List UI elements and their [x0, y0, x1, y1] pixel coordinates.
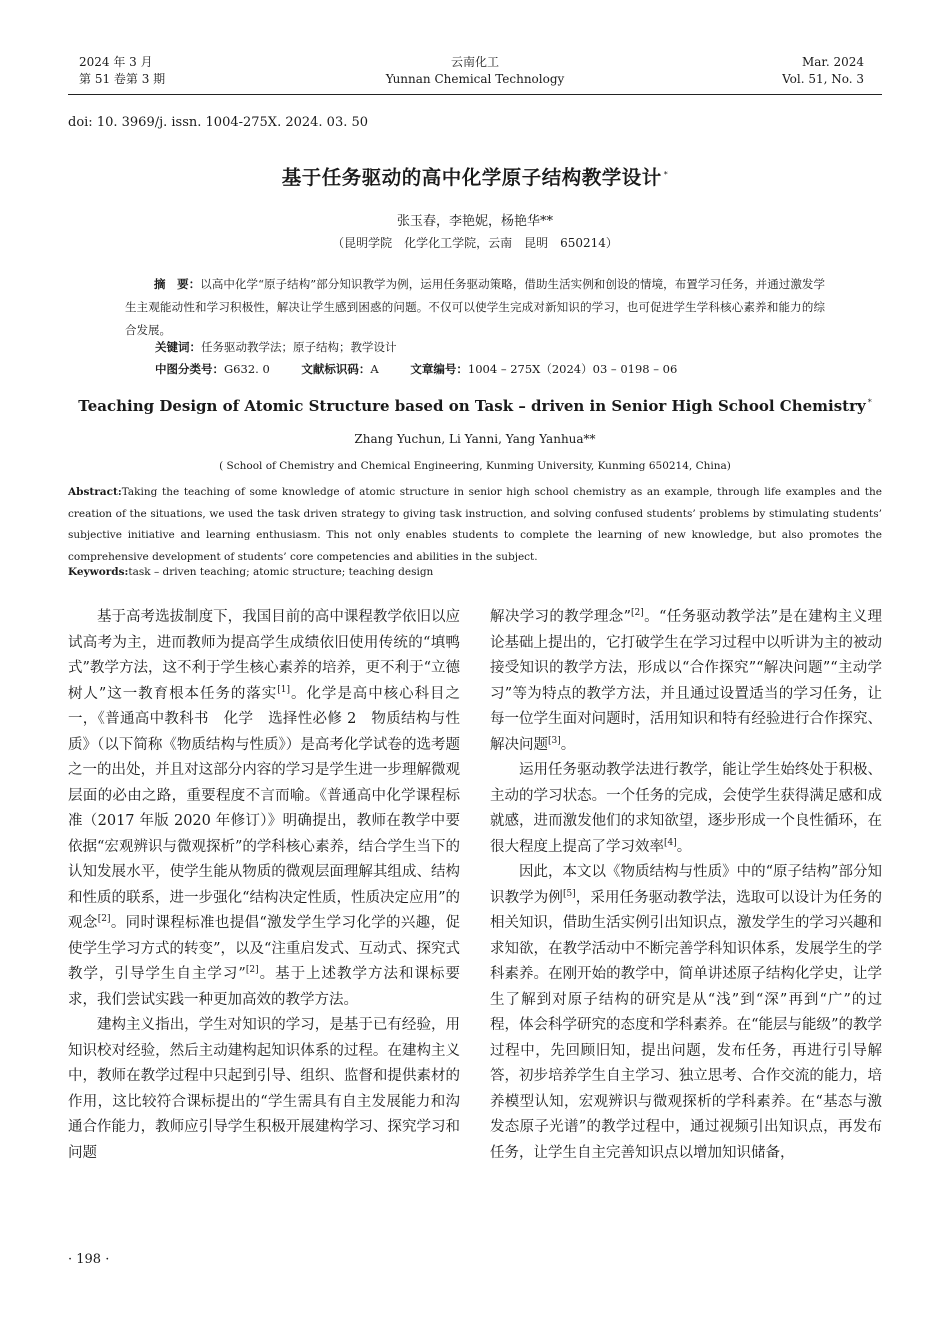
english-authors: Zhang Yuchun, Li Yanni, Yang Yanhua** [354, 432, 596, 446]
body-text: 。 [560, 736, 576, 753]
body-paragraph [68, 1013, 460, 1166]
body-text: 基于高考选拔制度下，我国目前的高中课程教学依旧以应试高考为主，进而教师为提高学生成绩依旧使用传统的“填鸭式”教学方法，这不利于学生核心素养的培养，更不利于“立德树人”这一教育根本任务的落实 [68, 609, 460, 702]
body-text: 。“任务驱动教学法”是在建构主义理论基础上提出的，它打破学生在学习过程中以听讲为主的被动接受知识的教学方法，形成以“合作探究”“解决问题”“主动学习”等为特点的教学方法，并且通过设置适当的学习任务，让每一位学生面对问题时，活用知识和特有经验进行合作探究、解决问题 [490, 609, 882, 753]
english-keywords-text: task – driven teaching; atomic structure; teaching design [128, 566, 434, 578]
english-affiliation: ( School of Chemistry and Chemical Engineering, Kunming University, Kunming 650214, China) [219, 460, 731, 472]
english-title [0, 397, 950, 415]
english-abstract [68, 482, 882, 568]
authors: 张玉春，李艳妮，杨艳华** [396, 214, 553, 229]
body-right-column [490, 605, 882, 1166]
citation: [4] [664, 837, 677, 848]
body-text: 解决学习的教学理念” [490, 609, 632, 625]
body-text: 建构主义指出，学生对知识的学习，是基于已有经验，用知识校对经验，然后主动建构起知识体系的过程。在建构主义中，教师在教学过程中只起到引导、组织、监督和提供素材的作用，这比较符合课标提出的“学生需具有自主发展能力和沟通合作能力，教师应引导学生积极开展建构学习、探究学习和问题 [68, 1017, 460, 1161]
citation: [2] [97, 914, 111, 925]
abstract-cn-paragraph [125, 273, 825, 342]
english-title-mark: * [867, 398, 872, 407]
journal-name-cn: 云南化工 [450, 55, 499, 69]
body-text: 。基于上述教学方法和课标要求，我们尝试实践一种更加高效的教学方法。 [68, 966, 460, 1008]
header-volume-en: Vol. 51, No. 3 [782, 72, 864, 86]
english-keywords [68, 566, 882, 578]
abstract-cn-text: 以高中化学“原子结构”部分知识教学为例，运用任务驱动策略，借助生活实例和创设的情境，布置学习任务，并通过激发学生主观能动性和学习积极性，解决让学生感到困惑的问题。不仅可以使学生完成对新知识的学习，也可促进学生学科核心素养和能力的综合发展。 [125, 277, 825, 337]
body-text: 运用任务驱动教学法进行教学，能让学生始终处于积极、主动的学习状态。一个任务的完成，会使学生获得满足感和成就感，进而激发他们的求知欲望，逐步形成一个良性循环，在很大程度上提高了学习效率 [490, 762, 882, 855]
body-text: 。 [676, 838, 692, 855]
article-no-label: 文章编号： [410, 362, 468, 376]
keywords-cn: 任务驱动教学法；原子结构；教学设计 [201, 340, 397, 354]
english-keywords-label: Keywords: [68, 566, 129, 578]
citation: [2] [245, 965, 259, 976]
keywords-cn-row [155, 339, 397, 355]
citation: [2] [631, 608, 644, 619]
title-footnote-mark: * [663, 169, 669, 179]
header-right [782, 54, 864, 88]
doi: doi: 10. 3969/j. issn. 1004-275X. 2024. 03. 50 [68, 115, 369, 130]
body-left-column [68, 605, 460, 1166]
header-divider [68, 94, 882, 95]
abstract-cn-label: 摘 要： [154, 277, 201, 291]
citation: [5] [562, 888, 576, 899]
keywords-cn-label: 关键词： [155, 340, 201, 354]
body-text: ，采用任务驱动教学法，选取可以设计为任务的相关知识，借助生活实例引出知识点，激发学生的学习兴趣和求知欲，在教学活动中不断完善学科知识体系，发展学生的学科素养。在刚开始的教学中，简单讲述原子结构化学史，让学生了解到对原子结构的研究是从“浅”到“深”再到“广”的过程，体会科学研究的态度和学科素养。在“能层与能级”的教学过程中，先回顾旧知，提出问题，发布任务，再进行引导解答，初步培养学生自主学习、独立思考、合作交流的能力，培养模型认知，宏观辨识与微观探析的学科素养。在“基态与激发态原子光谱”的教学过程中，通过视频引出知识点，再发布任务，让学生自主完善知识点以增加知识储备， [490, 889, 883, 1161]
body-paragraph [490, 605, 882, 758]
page-number: · 198 · [68, 1252, 110, 1267]
clc-label: 中图分类号： [155, 362, 224, 376]
body-paragraph [68, 605, 460, 1013]
header-date-en: Mar. 2024 [801, 55, 864, 69]
body-text: 。同时课程标准也提倡“激发学生学习化学的兴趣，促使学生学习方式的转变”，以及“注重启发式、互动式、探究式教学，引导学生自主学习” [68, 915, 460, 982]
clc-value: G632. 0 [224, 362, 270, 376]
citation: [3] [548, 735, 561, 746]
body-paragraph [490, 860, 882, 1166]
header-volume-cn: 第 51 卷第 3 期 [79, 72, 166, 86]
header-date-cn: 2024 年 3 月 [79, 55, 153, 69]
english-abstract-label: Abstract: [68, 486, 122, 498]
affiliation: （昆明学院 化学化工学院，云南 昆明 650214） [332, 236, 618, 250]
english-title-text: Teaching Design of Atomic Structure based on Task – driven in Senior High School Chemistry [78, 397, 866, 415]
doc-code-label: 文献标识码： [301, 362, 371, 376]
citation: [1] [277, 684, 291, 695]
english-abstract-text: Taking the teaching of some knowledge of atomic structure in senior high school chemistry as an example, through life examples and the creation of the situations, we used the task driven strategy to giving task instruction, and solving confused students’ problems by stimulating students’ subjective initiative and learning enthusiasm. This not only enables students to complete the learning of new knowledge, but also promotes the comprehensive development of students’ core competencies and abilities in the subject. [68, 486, 882, 563]
paper-title [0, 162, 950, 190]
doc-code-value: A [370, 362, 379, 376]
body-paragraph [490, 758, 882, 860]
abstract-cn [125, 273, 825, 342]
classification-row [155, 361, 677, 377]
body-text: 。化学是高中核心科目之一，《普通高中教科书 化学 选择性必修 2 物质结构与性质》（以下简称《物质结构与性质》）是高考化学试卷的选考题之一的出处，并且对这部分内容的学习是学生进一步理解微观层面的必由之路，重要程度不言而喻。《普通高中化学课程标准（2017 年版 2020 年修订）》明确提出，教师在教学中要依据“宏观辨识与微观探析”的学科核心素养，结合学生当下的认知发展水平，使学生能从物质的微观层面理解其组成、结构和性质的联系，进一步强化“结构决定性质，性质决定应用”的观念 [68, 685, 460, 931]
body-text: 因此，本文以《物质结构与性质》中的“原子结构”部分知识教学为例 [490, 864, 882, 906]
journal-name-en: Yunnan Chemical Technology [385, 72, 565, 86]
article-no-value: 1004 – 275X（2024）03 – 0198 – 06 [467, 362, 678, 376]
paper-title-text: 基于任务驱动的高中化学原子结构教学设计 [281, 166, 662, 189]
